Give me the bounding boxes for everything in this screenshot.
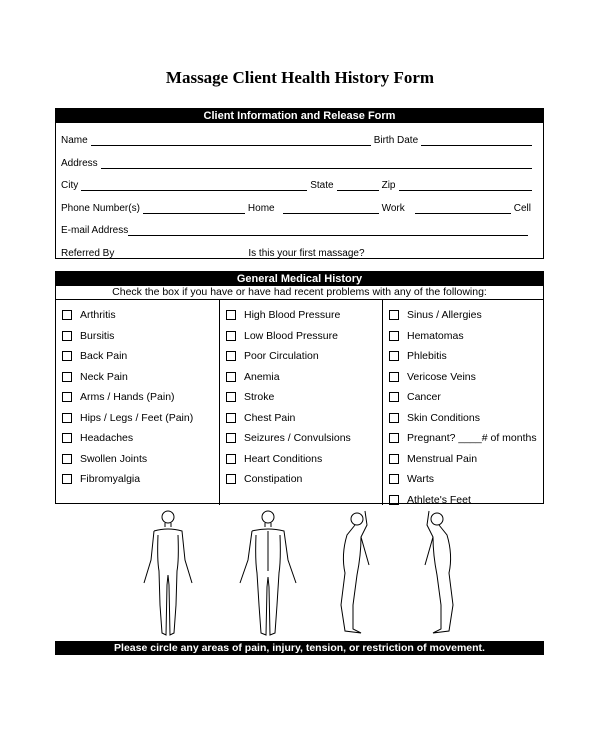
condition-item[interactable]: [220, 469, 382, 490]
condition-label: High Blood Pressure: [244, 309, 341, 322]
condition-item[interactable]: [220, 367, 382, 388]
condition-column-3: [382, 300, 543, 505]
body-figure-side-left[interactable]: [425, 511, 453, 633]
condition-label: Phlebitis: [407, 350, 447, 363]
checkbox[interactable]: [226, 413, 236, 423]
condition-item[interactable]: [56, 305, 219, 326]
condition-label: Bursitis: [80, 329, 115, 342]
body-diagram[interactable]: [110, 505, 490, 641]
work-field[interactable]: [415, 203, 511, 214]
first-massage-label: Is this your first massage?: [248, 248, 365, 259]
condition-label: Menstrual Pain: [407, 452, 478, 465]
checkbox[interactable]: [62, 392, 72, 402]
client-info-section: [55, 108, 544, 259]
body-figure-back[interactable]: [240, 511, 296, 635]
name-field[interactable]: [91, 135, 371, 146]
condition-label: Arms / Hands (Pain): [80, 391, 175, 404]
checkbox[interactable]: [226, 372, 236, 382]
condition-item[interactable]: [56, 326, 219, 347]
referred-field[interactable]: [117, 248, 245, 259]
condition-item[interactable]: [383, 428, 543, 449]
condition-label: Constipation: [244, 473, 303, 486]
medical-history-section: [55, 271, 544, 504]
condition-item[interactable]: [220, 346, 382, 367]
condition-item[interactable]: [56, 449, 219, 470]
condition-item[interactable]: [383, 346, 543, 367]
condition-column-2: [219, 300, 382, 505]
condition-item[interactable]: [220, 387, 382, 408]
zip-field[interactable]: [399, 180, 533, 191]
checkbox[interactable]: [62, 433, 72, 443]
work-label: Work: [381, 203, 405, 214]
condition-label: Swollen Joints: [80, 452, 148, 465]
checkbox[interactable]: [62, 474, 72, 484]
checkbox[interactable]: [62, 351, 72, 361]
checkbox[interactable]: [389, 433, 399, 443]
condition-label: Poor Circulation: [244, 350, 319, 363]
condition-item[interactable]: [383, 408, 543, 429]
email-field[interactable]: [128, 225, 528, 236]
condition-label: Neck Pain: [80, 370, 128, 383]
condition-label: Pregnant? ____# of months: [407, 432, 537, 445]
condition-label: Arthritis: [80, 309, 116, 322]
address-label: Address: [61, 158, 98, 169]
home-field[interactable]: [283, 203, 379, 214]
checkbox[interactable]: [62, 372, 72, 382]
checkbox[interactable]: [226, 310, 236, 320]
condition-label: Vericose Veins: [407, 370, 476, 383]
checkbox[interactable]: [226, 351, 236, 361]
first-massage-field[interactable]: [365, 248, 532, 259]
condition-label: Anemia: [244, 370, 280, 383]
checkbox[interactable]: [389, 310, 399, 320]
checkbox[interactable]: [226, 454, 236, 464]
home-label: Home: [247, 203, 275, 214]
city-field[interactable]: [81, 180, 307, 191]
condition-item[interactable]: [56, 346, 219, 367]
condition-label: Hips / Legs / Feet (Pain): [80, 411, 194, 424]
condition-item[interactable]: [383, 326, 543, 347]
condition-label: Seizures / Convulsions: [244, 432, 351, 445]
condition-item[interactable]: [220, 449, 382, 470]
cell-label: Cell: [513, 203, 531, 214]
condition-label: Warts: [407, 473, 435, 486]
condition-item[interactable]: [56, 469, 219, 490]
checkbox[interactable]: [226, 474, 236, 484]
checkbox[interactable]: [226, 331, 236, 341]
condition-label: Heart Conditions: [244, 452, 323, 465]
birth-date-label: Birth Date: [373, 135, 419, 146]
condition-item[interactable]: [56, 387, 219, 408]
condition-item[interactable]: [383, 387, 543, 408]
condition-label: Stroke: [244, 391, 275, 404]
checkbox[interactable]: [389, 331, 399, 341]
condition-item[interactable]: [383, 367, 543, 388]
checkbox[interactable]: [62, 331, 72, 341]
checkbox[interactable]: [389, 392, 399, 402]
city-label: City: [61, 180, 79, 191]
checkbox[interactable]: [226, 392, 236, 402]
condition-item[interactable]: [56, 367, 219, 388]
condition-label: Sinus / Allergies: [407, 309, 482, 322]
checkbox[interactable]: [389, 372, 399, 382]
circle-instruction-bar: Please circle any areas of pain, injury, tension, or restriction of movement.: [55, 641, 544, 655]
condition-label: Chest Pain: [244, 411, 296, 424]
name-label: Name: [61, 135, 88, 146]
checkbox[interactable]: [62, 310, 72, 320]
condition-label: Back Pain: [80, 350, 128, 363]
email-label: E-mail Address: [61, 225, 129, 236]
condition-item[interactable]: [383, 449, 543, 470]
form-title: Massage Client Health History Form: [165, 68, 435, 87]
body-figure-front[interactable]: [144, 511, 192, 635]
medical-instruction: Check the box if you have or have had recent problems with any of the following:: [56, 286, 543, 300]
condition-item[interactable]: [220, 428, 382, 449]
condition-label: Fibromyalgia: [80, 473, 141, 486]
condition-item[interactable]: [220, 408, 382, 429]
condition-item[interactable]: [220, 326, 382, 347]
condition-label: Skin Conditions: [407, 411, 480, 424]
phone-label: Phone Number(s): [61, 203, 140, 214]
checkbox[interactable]: [389, 413, 399, 423]
condition-label: Low Blood Pressure: [244, 329, 338, 342]
state-field[interactable]: [337, 180, 379, 191]
zip-label: Zip: [381, 180, 396, 191]
phone-field[interactable]: [143, 203, 245, 214]
condition-label: Hematomas: [407, 329, 464, 342]
condition-label: Cancer: [407, 391, 441, 404]
condition-item[interactable]: [56, 408, 219, 429]
condition-label: Athlete's Feet: [407, 493, 471, 506]
checkbox[interactable]: [389, 351, 399, 361]
checkbox[interactable]: [62, 413, 72, 423]
condition-item[interactable]: [56, 428, 219, 449]
checkbox[interactable]: [62, 454, 72, 464]
condition-item[interactable]: [220, 305, 382, 326]
checkbox[interactable]: [226, 433, 236, 443]
checkbox[interactable]: [389, 454, 399, 464]
condition-label: Headaches: [80, 432, 134, 445]
medical-history-header: General Medical History: [56, 272, 543, 286]
condition-item[interactable]: [383, 305, 543, 326]
condition-column-1: [56, 300, 219, 505]
address-field[interactable]: [101, 158, 532, 169]
client-info-header: Client Information and Release Form: [56, 109, 543, 123]
checkbox[interactable]: [389, 474, 399, 484]
referred-label: Referred By: [61, 248, 115, 259]
body-figure-side-right[interactable]: [341, 511, 369, 633]
birth-date-field[interactable]: [421, 135, 532, 146]
state-label: State: [310, 180, 334, 191]
condition-item[interactable]: [383, 469, 543, 490]
checkbox[interactable]: [389, 495, 399, 505]
